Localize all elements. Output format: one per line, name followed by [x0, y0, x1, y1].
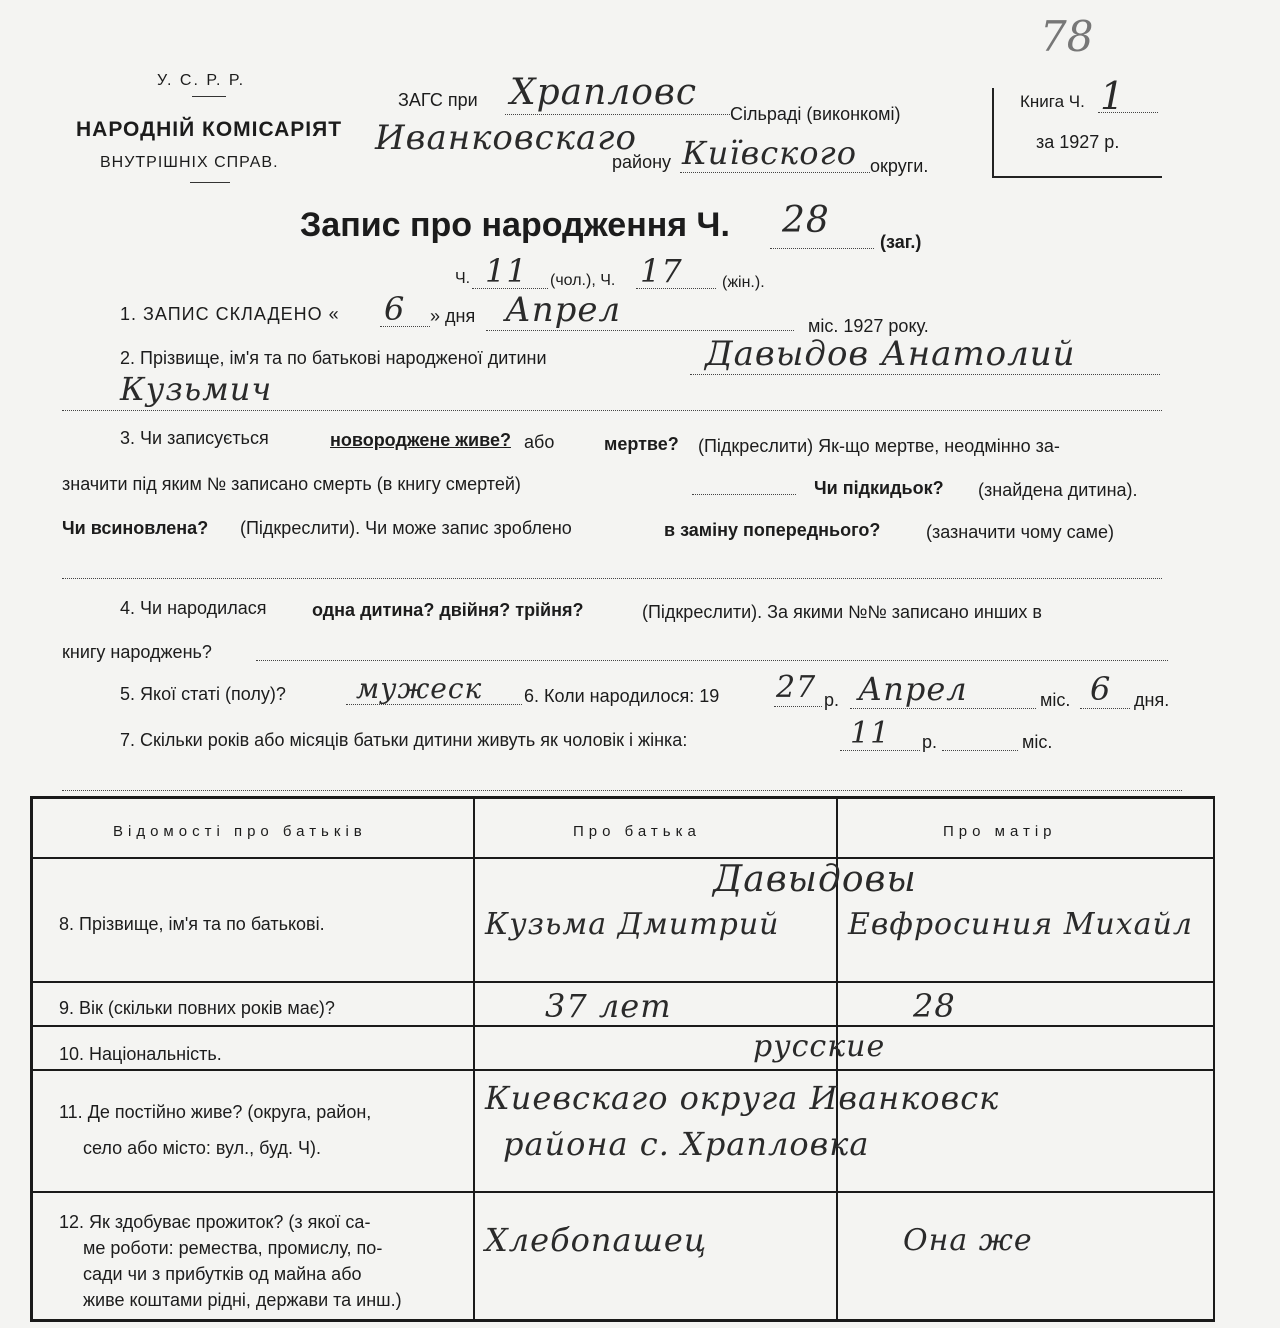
item-1-day-handwritten: 6: [384, 290, 406, 328]
zags-prefix: ЗАГС при: [398, 90, 478, 110]
item-1-mid: » дня: [430, 306, 476, 326]
row-8-surname-handwritten: Давыдовы: [713, 859, 917, 900]
item-3-line-1e: (Підкреслити) Як-що мертве, неодмінно за-: [698, 436, 1060, 456]
year-label: за 1927 р.: [1036, 132, 1120, 152]
record-title: Запис про народження Ч.: [300, 206, 730, 244]
fill-line: [256, 660, 1168, 661]
item-5-sex-handwritten: мужеск: [356, 672, 483, 705]
ussr-label: У. С. Р. Р.: [157, 72, 246, 89]
item-3-line-1a: 3. Чи записується: [120, 428, 269, 448]
item-2-label: 2. Прізвище, ім'я та по батькові народженої дитини: [120, 348, 547, 368]
stamp-handwritten: 78: [1040, 12, 1094, 61]
parents-table: [30, 796, 1215, 1322]
fill-line: [1098, 112, 1158, 113]
item-3-alive-option: новороджене живе?: [330, 430, 511, 450]
okrug-label: округи.: [870, 156, 929, 176]
zags-village-handwritten: Храпловс: [510, 72, 698, 113]
item-3-line-3d: (зазначити чому саме): [926, 522, 1114, 542]
fill-line: [690, 374, 1160, 375]
district-label: району: [612, 152, 672, 172]
row-divider: [33, 1025, 1213, 1027]
row-divider: [33, 857, 1213, 859]
item-3-line-3b: (Підкреслити). Чи може запис зроблено: [240, 518, 572, 538]
row-10-label: 10. Національність.: [59, 1044, 222, 1064]
record-number-handwritten: 28: [782, 200, 830, 241]
item-7-label: 7. Скільки років або місяців батьки дитини живуть як чоловік і жінка:: [120, 730, 688, 750]
fill-line: [692, 494, 796, 495]
fill-line: [680, 172, 870, 173]
item-6-year-handwritten: 27: [776, 670, 817, 705]
item-2-name-handwritten: Давыдов Анатолий: [705, 334, 1076, 374]
row-10-nationality-handwritten: русские: [753, 1029, 886, 1064]
commissariat-title: НАРОДНІЙ КОМІСАРІЯТ: [76, 118, 343, 141]
row-8-label: 8. Прізвище, ім'я та по батькові.: [59, 914, 325, 934]
item-3-line-2a: значити під яким № записано смерть (в книгу смертей): [62, 474, 521, 494]
item-4-line-1a: 4. Чи народилася: [120, 598, 267, 618]
row-divider: [33, 1069, 1213, 1071]
fill-line: [62, 578, 1162, 579]
row-8-mother-handwritten: Евфросиния Михайл: [848, 907, 1193, 942]
row-9-label: 9. Вік (скільки повних років має)?: [59, 998, 335, 1018]
item-3-line-1c: або: [524, 432, 555, 452]
item-6-dnia: дня.: [1134, 690, 1170, 710]
fill-line: [942, 750, 1018, 751]
row-9-mother-handwritten: 28: [913, 987, 956, 1025]
fill-line: [380, 326, 430, 327]
col-header-father: Про батька: [573, 823, 701, 840]
item-1-end: міс. 1927 року.: [808, 316, 929, 336]
item-6-month-handwritten: Апрел: [858, 670, 968, 708]
item-4-options: одна дитина? двійня? трійня?: [312, 600, 584, 620]
fill-line: [636, 288, 716, 289]
item-2-patronymic-handwritten: Кузьмич: [120, 370, 273, 408]
internal-affairs-label: ВНУТРІШНІХ СПРАВ.: [100, 154, 279, 171]
female-number-handwritten: 17: [640, 252, 683, 290]
row-11-address-line-2-handwritten: района с. Храпловка: [503, 1125, 870, 1163]
row-12-label-4: живе коштами рідні, держави та инш.): [83, 1290, 402, 1310]
fill-line: [770, 248, 874, 249]
item-6-r: р.: [824, 690, 840, 710]
item-1-label: 1. ЗАПИС СКЛАДЕНО «: [120, 304, 340, 324]
fill-line: [62, 790, 1182, 791]
male-prefix: Ч.: [455, 270, 471, 287]
male-label: (чол.), Ч.: [550, 272, 616, 289]
row-12-label-2: ме роботи: ремества, промислу, по-: [83, 1238, 383, 1258]
row-11-label-2: село або місто: вул., буд. Ч).: [83, 1138, 321, 1158]
okrug-handwritten: Київского: [682, 134, 857, 172]
item-4-line-1c: (Підкреслити). За якими №№ записано инших в: [642, 602, 1042, 622]
item-3-replacement-option: в заміну попереднього?: [664, 520, 881, 540]
col-header-mother: Про матір: [943, 823, 1057, 840]
female-label: (жін.).: [722, 274, 765, 291]
item-3-dead-option: мертве?: [604, 434, 679, 454]
item-5-label: 5. Якої статі (полу)?: [120, 684, 286, 704]
item-3-adopted-option: Чи всиновлена?: [62, 518, 209, 538]
fill-line: [1080, 708, 1130, 709]
item-6-day-handwritten: 6: [1090, 670, 1112, 708]
male-number-handwritten: 11: [485, 252, 528, 290]
item-7-years-handwritten: 11: [850, 716, 891, 751]
row-12-label-1: 12. Як здобуває прожиток? (з якої са-: [59, 1212, 371, 1232]
divider: [192, 96, 226, 97]
fill-line: [774, 706, 822, 707]
item-7-r: р.: [922, 732, 938, 752]
item-1-month-handwritten: Апрел: [505, 290, 622, 330]
row-9-father-handwritten: 37 лет: [545, 987, 672, 1025]
fill-line: [62, 410, 1162, 411]
zags-suffix: Сільраді (виконкомі): [730, 104, 901, 124]
fill-line: [472, 288, 548, 289]
item-3-line-2c: (знайдена дитина).: [978, 480, 1138, 500]
book-label: Книга Ч.: [1020, 92, 1085, 111]
row-12-label-3: сади чи з прибутків од майна або: [83, 1264, 362, 1284]
book-number-handwritten: 1: [1100, 74, 1126, 118]
fill-line: [505, 114, 730, 115]
row-divider: [33, 1191, 1213, 1193]
column-divider: [473, 799, 475, 1319]
fill-line: [486, 330, 794, 331]
row-8-father-handwritten: Кузьма Дмитрий: [485, 907, 780, 942]
col-header-info: Відомості про батьків: [113, 823, 367, 840]
fill-line: [840, 750, 920, 751]
item-4-line-2: книгу народжень?: [62, 642, 212, 662]
row-12-father-handwritten: Хлебопашец: [485, 1221, 708, 1259]
district-handwritten: Иванковскаго: [375, 118, 637, 158]
item-6-mis: міс.: [1040, 690, 1071, 710]
row-12-mother-handwritten: Она же: [903, 1223, 1033, 1258]
divider: [190, 182, 230, 183]
row-11-label-1: 11. Де постійно живе? (округа, район,: [59, 1102, 372, 1122]
fill-line: [850, 708, 1036, 709]
row-divider: [33, 981, 1213, 983]
item-3-foundling-option: Чи підкидьок?: [814, 478, 944, 498]
fill-line: [346, 704, 522, 705]
row-11-address-line-1-handwritten: Киевскаго округа Иванковск: [485, 1079, 1000, 1117]
item-6-label: 6. Коли народилося: 19: [524, 686, 720, 706]
item-7-mis: міс.: [1022, 732, 1053, 752]
general-label: (заг.): [880, 232, 922, 252]
